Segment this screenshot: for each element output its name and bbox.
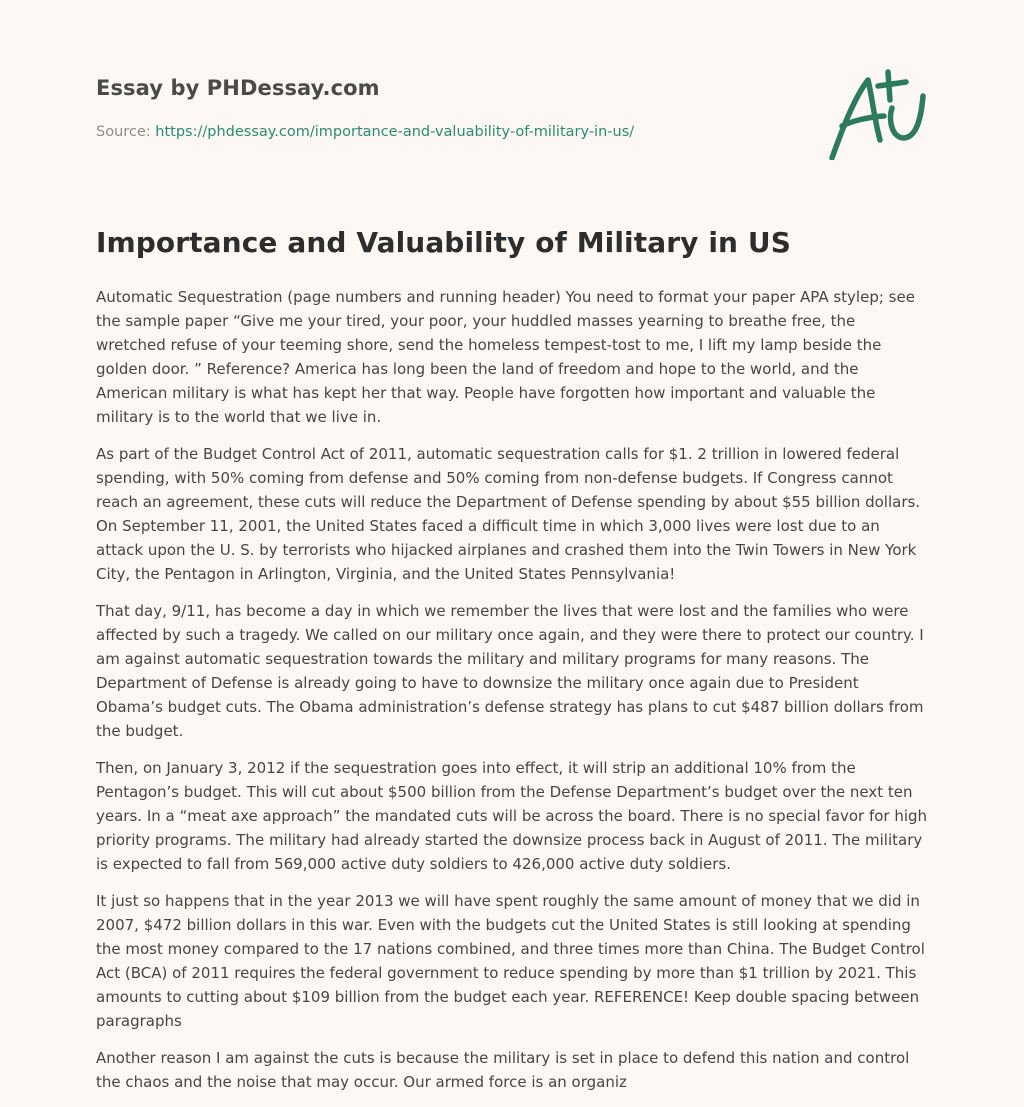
essay-paragraph: Another reason I am against the cuts is because the military is set in place to defend this nation and control the chaos and the noise that may occur. Our armed force is an organiz (96, 1049, 910, 1091)
source-line (96, 124, 634, 140)
site-title: Essay by PHDessay.com (96, 76, 380, 100)
page-header (96, 76, 928, 186)
essay-paragraph: Then, on January 3, 2012 if the sequestration goes into effect, it will strip an additional 10% from the Pentagon’s budget. This will cut about $500 billion from the Defense Department’s budget over the next ten years. In a “meat axe approach” the mandated cuts will be across the board. There is no special favor for high priority programs. The military had already started the downsize process back in August of 2011. The military is expected to fall from 569,000 active duty soldiers to 426,000 active duty soldiers. (96, 759, 928, 873)
essay-article (96, 226, 928, 1107)
essay-paragraph: Automatic Sequestration (page numbers and running header) You need to format your paper APA stylep; see the sample paper “Give me your tired, your poor, your huddled masses yearning to breathe free, the wretched refuse of your teeming shore, send the homeless tempest-tost to me, I lift my lamp beside the golden door. ” Reference? America has long been the land of freedom and hope to the world, and the American military is what has kept her that way. People have forgotten how important and valuable the military is to the world that we live in. (96, 288, 915, 426)
source-link[interactable]: https://phdessay.com/importance-and-valuability-of-military-in-us/ (155, 124, 635, 140)
essay-paragraph: As part of the Budget Control Act of 2011, automatic sequestration calls for $1. 2 trillion in lowered federal spending, with 50% coming from defense and 50% coming from non-defense budgets. If Congress cannot reach an agreement, these cuts will reduce the Department of Defense spending by about $55 billion dollars. On September 11, 2001, the United States faced a difficult time in which 3,000 lives were lost due to an attack upon the U. S. by terrorists who hijacked airplanes and crashed them into the Twin Towers in New York City, the Pentagon in Arlington, Virginia, and the United States Pennsylvania! (96, 445, 921, 583)
a-plus-logo (828, 68, 928, 160)
source-label: Source: (96, 124, 156, 140)
essay-paragraph: That day, 9/11, has become a day in which we remember the lives that were lost and the families who were affected by such a tragedy. We called on our military once again, and they were there to protect our country. I am against automatic sequestration towards the military and military programs for many reasons. The Department of Defense is already going to have to downsize the military once again due to President Obama’s budget cuts. The Obama administration’s defense strategy has plans to cut $487 billion dollars from the budget. (96, 602, 924, 740)
essay-body (96, 285, 928, 1094)
essay-title: Importance and Valuability of Military in US (96, 226, 792, 259)
essay-paragraph: It just so happens that in the year 2013 we will have spent roughly the same amount of money that we did in 2007, $472 billion dollars in this war. Even with the budgets cut the United States is still looking at spending the most money compared to the 17 nations combined, and three times more than China. The Budget Control Act (BCA) of 2011 requires the federal government to reduce spending by more than $1 trillion by 2021. This amounts to cutting about $109 billion from the budget each year. REFERENCE! Keep double spacing between paragraphs (96, 892, 925, 1030)
